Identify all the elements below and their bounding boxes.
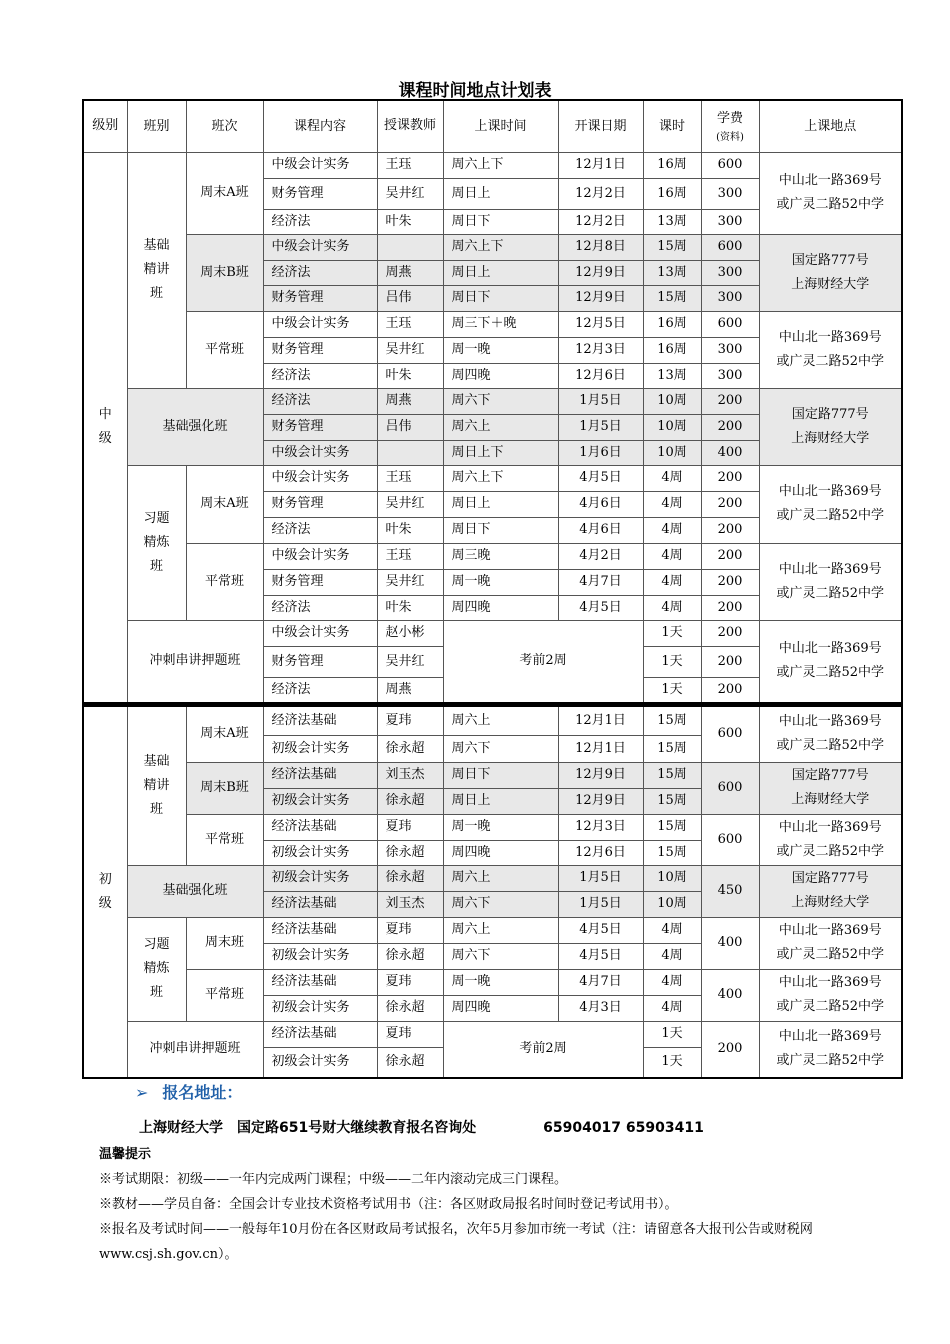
fee-cell: 200	[701, 620, 759, 646]
location-line: 中山北一路369号	[778, 714, 882, 729]
class-type-cell: 习题精炼班	[127, 465, 186, 620]
location-line: 中山北一路369号	[778, 819, 882, 835]
course-content-cell: 初级会计实务	[263, 995, 377, 1021]
course-content-cell: 经济法基础	[263, 891, 377, 917]
start-date-cell: 4月5日	[558, 917, 643, 943]
start-date-cell: 12月9日	[558, 762, 643, 788]
hours-cell: 16周	[643, 178, 701, 209]
class-time-cell: 周六上	[443, 865, 558, 891]
class-time-cell: 周日上	[443, 491, 558, 517]
course-content-cell: 经济法	[263, 388, 377, 414]
course-content-cell: 财务管理	[263, 337, 377, 363]
fee-cell: 200	[701, 569, 759, 595]
teacher-cell: 吕伟	[377, 414, 443, 440]
class-time-cell: 周日上	[443, 260, 558, 285]
course-content-cell: 财务管理	[263, 569, 377, 595]
fee-cell: 200	[701, 388, 759, 414]
class-time-cell: 周四晚	[443, 840, 558, 865]
header-row	[83, 100, 902, 152]
location-cell	[759, 234, 902, 311]
teacher-cell: 吴井红	[377, 491, 443, 517]
location-line: 或广灵二路52中学	[776, 947, 885, 962]
table-row	[83, 234, 902, 260]
course-content-cell: 经济法	[263, 517, 377, 543]
location-cell	[759, 917, 902, 969]
hours-cell: 4周	[643, 917, 701, 943]
location-line: 中山北一路369号	[778, 641, 882, 656]
header-place: 上课地点	[759, 100, 902, 152]
registration-place: 上海财经大学 国定路651号财大继续教育报名咨询处	[139, 1120, 477, 1136]
session-cell: 周末A班	[186, 704, 263, 762]
course-content-cell: 中级会计实务	[263, 440, 377, 465]
header-session: 班次	[186, 100, 263, 152]
header-fee	[701, 100, 759, 152]
start-date-cell: 12月3日	[558, 337, 643, 363]
fee-cell: 400	[701, 969, 759, 1021]
session-cell: 平常班	[186, 814, 263, 865]
hours-cell: 16周	[643, 311, 701, 337]
level-cell: 初级	[83, 704, 127, 1078]
teacher-cell: 徐永超	[377, 865, 443, 891]
fee-cell: 200	[701, 543, 759, 569]
teacher-cell	[377, 440, 443, 465]
fee-cell: 200	[701, 595, 759, 620]
teacher-cell: 吴井红	[377, 337, 443, 363]
class-type-cell: 习题精炼班	[127, 917, 186, 1021]
location-line: 中山北一路369号	[778, 975, 882, 990]
class-time-cell: 周日下	[443, 517, 558, 543]
course-content-cell: 经济法	[263, 677, 377, 704]
level-cell: 中级	[83, 152, 127, 704]
location-line: 中山北一路369号	[778, 484, 882, 499]
location-line: 或广灵二路52中学	[776, 738, 885, 753]
location-line: 中山北一路369号	[778, 329, 882, 345]
class-time-cell: 周日上	[443, 788, 558, 814]
class-time-cell: 周三晚	[443, 543, 558, 569]
location-cell	[759, 311, 902, 388]
fee-cell: 200	[701, 1021, 759, 1078]
class-time-cell: 周一晚	[443, 814, 558, 840]
class-time-cell: 周六上	[443, 917, 558, 943]
course-content-cell: 初级会计实务	[263, 1047, 377, 1078]
teacher-cell: 吕伟	[377, 285, 443, 311]
teacher-cell: 王珏	[377, 152, 443, 178]
teacher-cell: 刘玉杰	[377, 762, 443, 788]
fee-cell: 400	[701, 917, 759, 969]
location-line: 或广灵二路52中学	[776, 197, 885, 212]
fee-cell: 200	[701, 677, 759, 704]
table-row	[83, 543, 902, 569]
course-content-cell: 中级会计实务	[263, 311, 377, 337]
hours-cell: 1天	[643, 646, 701, 677]
teacher-cell: 王珏	[377, 311, 443, 337]
course-content-cell: 初级会计实务	[263, 865, 377, 891]
teacher-cell: 徐永超	[377, 735, 443, 762]
header-teacher: 授课教师	[377, 100, 443, 152]
course-content-cell: 经济法	[263, 595, 377, 620]
hours-cell: 13周	[643, 209, 701, 234]
location-cell	[759, 1021, 902, 1078]
hours-cell: 13周	[643, 363, 701, 388]
location-cell	[759, 704, 902, 762]
teacher-cell: 周燕	[377, 260, 443, 285]
class-time-cell: 周一晚	[443, 569, 558, 595]
start-date-cell: 1月5日	[558, 414, 643, 440]
class-time-cell: 考前2周	[443, 620, 643, 704]
session-cell: 周末班	[186, 917, 263, 969]
fee-cell: 300	[701, 363, 759, 388]
start-date-cell: 4月3日	[558, 995, 643, 1021]
hours-cell: 15周	[643, 704, 701, 735]
course-content-cell: 初级会计实务	[263, 840, 377, 865]
start-date-cell: 4月5日	[558, 465, 643, 491]
tip-item: ※教材——学员自备：全国会计专业技术资格考试用书（注：各区财政局报名时间时登记考试用书）。	[99, 1197, 678, 1212]
registration-phones: 65904017 65903411	[543, 1120, 704, 1136]
session-cell: 平常班	[186, 969, 263, 1021]
class-time-cell: 周六下	[443, 735, 558, 762]
location-line: 上海财经大学	[791, 895, 870, 910]
hours-cell: 1天	[643, 1047, 701, 1078]
hours-cell: 4周	[643, 569, 701, 595]
class-time-cell: 周日下	[443, 209, 558, 234]
table-row	[83, 969, 902, 995]
hours-cell: 10周	[643, 440, 701, 465]
fee-cell: 400	[701, 440, 759, 465]
location-cell	[759, 620, 902, 704]
location-line: 中山北一路369号	[778, 561, 882, 577]
teacher-cell: 徐永超	[377, 995, 443, 1021]
course-content-cell: 经济法基础	[263, 814, 377, 840]
course-content-cell: 中级会计实务	[263, 234, 377, 260]
hours-cell: 4周	[643, 969, 701, 995]
location-line: 或广灵二路52中学	[776, 999, 885, 1014]
teacher-cell	[377, 234, 443, 260]
location-line: 中山北一路369号	[778, 1029, 882, 1045]
table-row	[83, 762, 902, 788]
table-row	[83, 704, 902, 735]
fee-cell: 200	[701, 414, 759, 440]
header-class-type: 班别	[127, 100, 186, 152]
table-row	[83, 311, 902, 337]
start-date-cell: 12月6日	[558, 363, 643, 388]
location-cell	[759, 762, 902, 814]
fee-cell: 450	[701, 865, 759, 917]
teacher-cell: 徐永超	[377, 1047, 443, 1078]
teacher-cell: 叶朱	[377, 517, 443, 543]
fee-cell: 300	[701, 337, 759, 363]
hours-cell: 4周	[643, 595, 701, 620]
tip-item: ※考试期限：初级——一年内完成两门课程；中级——二年内滚动完成三门课程。	[99, 1172, 568, 1187]
location-line: 国定路777号	[791, 871, 869, 886]
course-content-cell: 中级会计实务	[263, 152, 377, 178]
teacher-cell: 徐永超	[377, 840, 443, 865]
header-time: 上课时间	[443, 100, 558, 152]
course-content-cell: 经济法基础	[263, 704, 377, 735]
course-content-cell: 经济法	[263, 209, 377, 234]
tip-item: ※报名及考试时间——一般每年10月份在各区财政局考试报名，次年5月参加市统一考试（注：请留意各大报刊公告或财税网www.csj.sh.gov.cn）。	[99, 1222, 813, 1262]
teacher-cell: 周燕	[377, 388, 443, 414]
teacher-cell: 吴井红	[377, 646, 443, 677]
location-cell	[759, 152, 902, 234]
location-line: 上海财经大学	[791, 792, 870, 807]
class-time-cell: 周六下	[443, 943, 558, 969]
start-date-cell: 12月1日	[558, 735, 643, 762]
location-cell	[759, 969, 902, 1021]
start-date-cell: 1月5日	[558, 865, 643, 891]
start-date-cell: 4月6日	[558, 491, 643, 517]
hours-cell: 10周	[643, 414, 701, 440]
location-cell	[759, 814, 902, 865]
table-row	[83, 152, 902, 178]
hours-cell: 13周	[643, 260, 701, 285]
start-date-cell: 12月9日	[558, 260, 643, 285]
fee-cell: 600	[701, 234, 759, 260]
start-date-cell: 4月5日	[558, 943, 643, 969]
header-fee-label: 学费	[716, 110, 743, 126]
class-time-cell: 周一晚	[443, 337, 558, 363]
location-cell	[759, 465, 902, 543]
class-time-cell: 周日下	[443, 762, 558, 788]
hours-cell: 10周	[643, 388, 701, 414]
hours-cell: 15周	[643, 234, 701, 260]
session-cell: 平常班	[186, 311, 263, 388]
course-content-cell: 财务管理	[263, 414, 377, 440]
hours-cell: 4周	[643, 543, 701, 569]
class-time-cell: 考前2周	[443, 1021, 643, 1078]
fee-cell: 200	[701, 465, 759, 491]
course-content-cell: 财务管理	[263, 178, 377, 209]
start-date-cell: 4月2日	[558, 543, 643, 569]
class-time-cell: 周一晚	[443, 969, 558, 995]
schedule-table	[82, 99, 903, 1079]
hours-cell: 4周	[643, 995, 701, 1021]
fee-cell: 300	[701, 178, 759, 209]
course-content-cell: 经济法基础	[263, 969, 377, 995]
teacher-cell: 叶朱	[377, 595, 443, 620]
class-time-cell: 周四晚	[443, 595, 558, 620]
fee-cell: 300	[701, 260, 759, 285]
hours-cell: 4周	[643, 517, 701, 543]
teacher-cell: 夏玮	[377, 704, 443, 735]
hours-cell: 1天	[643, 677, 701, 704]
start-date-cell: 12月5日	[558, 311, 643, 337]
table-row	[83, 620, 902, 646]
teacher-cell: 叶朱	[377, 209, 443, 234]
teacher-cell: 夏玮	[377, 814, 443, 840]
teacher-cell: 王珏	[377, 465, 443, 491]
registration-address	[139, 1117, 704, 1137]
start-date-cell: 12月1日	[558, 704, 643, 735]
location-line: 上海财经大学	[791, 276, 870, 292]
header-level: 级别	[83, 100, 127, 152]
fee-cell: 600	[701, 762, 759, 814]
location-line: 国定路777号	[791, 768, 869, 783]
course-content-cell: 财务管理	[263, 491, 377, 517]
hours-cell: 4周	[643, 465, 701, 491]
start-date-cell: 12月2日	[558, 178, 643, 209]
location-line: 上海财经大学	[791, 430, 870, 446]
class-type-cell: 基础精讲班	[127, 152, 186, 388]
location-line: 国定路777号	[791, 252, 869, 268]
fee-cell: 200	[701, 491, 759, 517]
class-time-cell: 周日上	[443, 178, 558, 209]
teacher-cell: 徐永超	[377, 943, 443, 969]
class-time-cell: 周六下	[443, 388, 558, 414]
teacher-cell: 吴井红	[377, 178, 443, 209]
class-time-cell: 周六下	[443, 891, 558, 917]
session-cell: 平常班	[186, 543, 263, 620]
fee-cell: 600	[701, 311, 759, 337]
teacher-cell: 夏玮	[377, 1021, 443, 1047]
class-type-cell: 基础精讲班	[127, 704, 186, 865]
class-time-cell: 周四晚	[443, 995, 558, 1021]
table-row	[83, 388, 902, 414]
teacher-cell: 叶朱	[377, 363, 443, 388]
course-content-cell: 中级会计实务	[263, 465, 377, 491]
location-line: 或广灵二路52中学	[776, 585, 885, 601]
course-content-cell: 中级会计实务	[263, 620, 377, 646]
session-cell: 周末B班	[186, 762, 263, 814]
location-line: 中山北一路369号	[778, 173, 882, 188]
table-row	[83, 1021, 902, 1047]
start-date-cell: 1月5日	[558, 388, 643, 414]
teacher-cell: 徐永超	[377, 788, 443, 814]
hours-cell: 1天	[643, 620, 701, 646]
start-date-cell: 1月6日	[558, 440, 643, 465]
class-type-cell: 基础强化班	[127, 388, 263, 465]
fee-cell: 600	[701, 814, 759, 865]
class-type-cell: 冲刺串讲押题班	[127, 620, 263, 704]
header-hours: 课时	[643, 100, 701, 152]
course-content-cell: 初级会计实务	[263, 943, 377, 969]
hours-cell: 10周	[643, 891, 701, 917]
teacher-cell: 周燕	[377, 677, 443, 704]
table-row	[83, 814, 902, 840]
registration-heading-text: 报名地址：	[162, 1083, 243, 1102]
class-time-cell: 周日上下	[443, 440, 558, 465]
location-line: 或广灵二路52中学	[776, 665, 885, 680]
class-type-cell: 冲刺串讲押题班	[127, 1021, 263, 1078]
start-date-cell: 12月9日	[558, 788, 643, 814]
location-line: 或广灵二路52中学	[776, 843, 885, 859]
teacher-cell: 吴井红	[377, 569, 443, 595]
start-date-cell: 1月5日	[558, 891, 643, 917]
start-date-cell: 12月8日	[558, 234, 643, 260]
hours-cell: 1天	[643, 1021, 701, 1047]
course-content-cell: 经济法基础	[263, 762, 377, 788]
hours-cell: 15周	[643, 840, 701, 865]
header-fee-note: (资料)	[716, 131, 744, 143]
hours-cell: 15周	[643, 788, 701, 814]
class-time-cell: 周日下	[443, 285, 558, 311]
location-line: 或广灵二路52中学	[776, 508, 885, 523]
hours-cell: 10周	[643, 865, 701, 891]
fee-cell: 300	[701, 209, 759, 234]
class-time-cell: 周四晚	[443, 363, 558, 388]
course-content-cell: 财务管理	[263, 646, 377, 677]
teacher-cell: 赵小彬	[377, 620, 443, 646]
fee-cell: 600	[701, 152, 759, 178]
hours-cell: 15周	[643, 735, 701, 762]
class-type-cell: 基础强化班	[127, 865, 263, 917]
tips-section	[99, 1142, 879, 1267]
start-date-cell: 12月6日	[558, 840, 643, 865]
hours-cell: 15周	[643, 285, 701, 311]
class-time-cell: 周六上	[443, 704, 558, 735]
start-date-cell: 4月5日	[558, 595, 643, 620]
teacher-cell: 夏玮	[377, 969, 443, 995]
registration-heading	[135, 1080, 242, 1103]
session-cell: 周末A班	[186, 152, 263, 234]
course-content-cell: 经济法	[263, 363, 377, 388]
header-content: 课程内容	[263, 100, 377, 152]
location-cell	[759, 865, 902, 917]
class-time-cell: 周六上下	[443, 152, 558, 178]
session-cell: 周末A班	[186, 465, 263, 543]
location-line: 中山北一路369号	[778, 923, 882, 938]
class-time-cell: 周六上下	[443, 465, 558, 491]
fee-cell: 200	[701, 517, 759, 543]
class-time-cell: 周三下＋晚	[443, 311, 558, 337]
table-row	[83, 465, 902, 491]
tips-heading: 温馨提示	[99, 1147, 152, 1162]
teacher-cell: 夏玮	[377, 917, 443, 943]
location-line: 国定路777号	[791, 406, 869, 422]
start-date-cell: 4月6日	[558, 517, 643, 543]
fee-cell: 200	[701, 646, 759, 677]
page-title: 课程时间地点计划表	[398, 81, 552, 101]
course-content-cell: 经济法基础	[263, 1021, 377, 1047]
hours-cell: 16周	[643, 152, 701, 178]
course-content-cell: 财务管理	[263, 285, 377, 311]
course-content-cell: 初级会计实务	[263, 735, 377, 762]
start-date-cell: 12月1日	[558, 152, 643, 178]
start-date-cell: 4月7日	[558, 569, 643, 595]
course-content-cell: 经济法基础	[263, 917, 377, 943]
class-time-cell: 周六上	[443, 414, 558, 440]
table-row	[83, 865, 902, 891]
hours-cell: 15周	[643, 762, 701, 788]
header-start: 开课日期	[558, 100, 643, 152]
fee-cell: 300	[701, 285, 759, 311]
course-content-cell: 初级会计实务	[263, 788, 377, 814]
start-date-cell: 12月3日	[558, 814, 643, 840]
location-cell	[759, 388, 902, 465]
location-cell	[759, 543, 902, 620]
hours-cell: 15周	[643, 814, 701, 840]
course-content-cell: 中级会计实务	[263, 543, 377, 569]
session-cell: 周末B班	[186, 234, 263, 311]
class-time-cell: 周六上下	[443, 234, 558, 260]
hours-cell: 4周	[643, 491, 701, 517]
hours-cell: 16周	[643, 337, 701, 363]
fee-cell: 600	[701, 704, 759, 762]
table-row	[83, 917, 902, 943]
teacher-cell: 刘玉杰	[377, 891, 443, 917]
start-date-cell: 12月9日	[558, 285, 643, 311]
arrow-right-icon: ➢	[135, 1083, 149, 1102]
course-content-cell: 经济法	[263, 260, 377, 285]
start-date-cell: 12月2日	[558, 209, 643, 234]
teacher-cell: 王珏	[377, 543, 443, 569]
start-date-cell: 4月7日	[558, 969, 643, 995]
location-line: 或广灵二路52中学	[776, 353, 885, 369]
location-line: 或广灵二路52中学	[776, 1053, 885, 1069]
hours-cell: 4周	[643, 943, 701, 969]
